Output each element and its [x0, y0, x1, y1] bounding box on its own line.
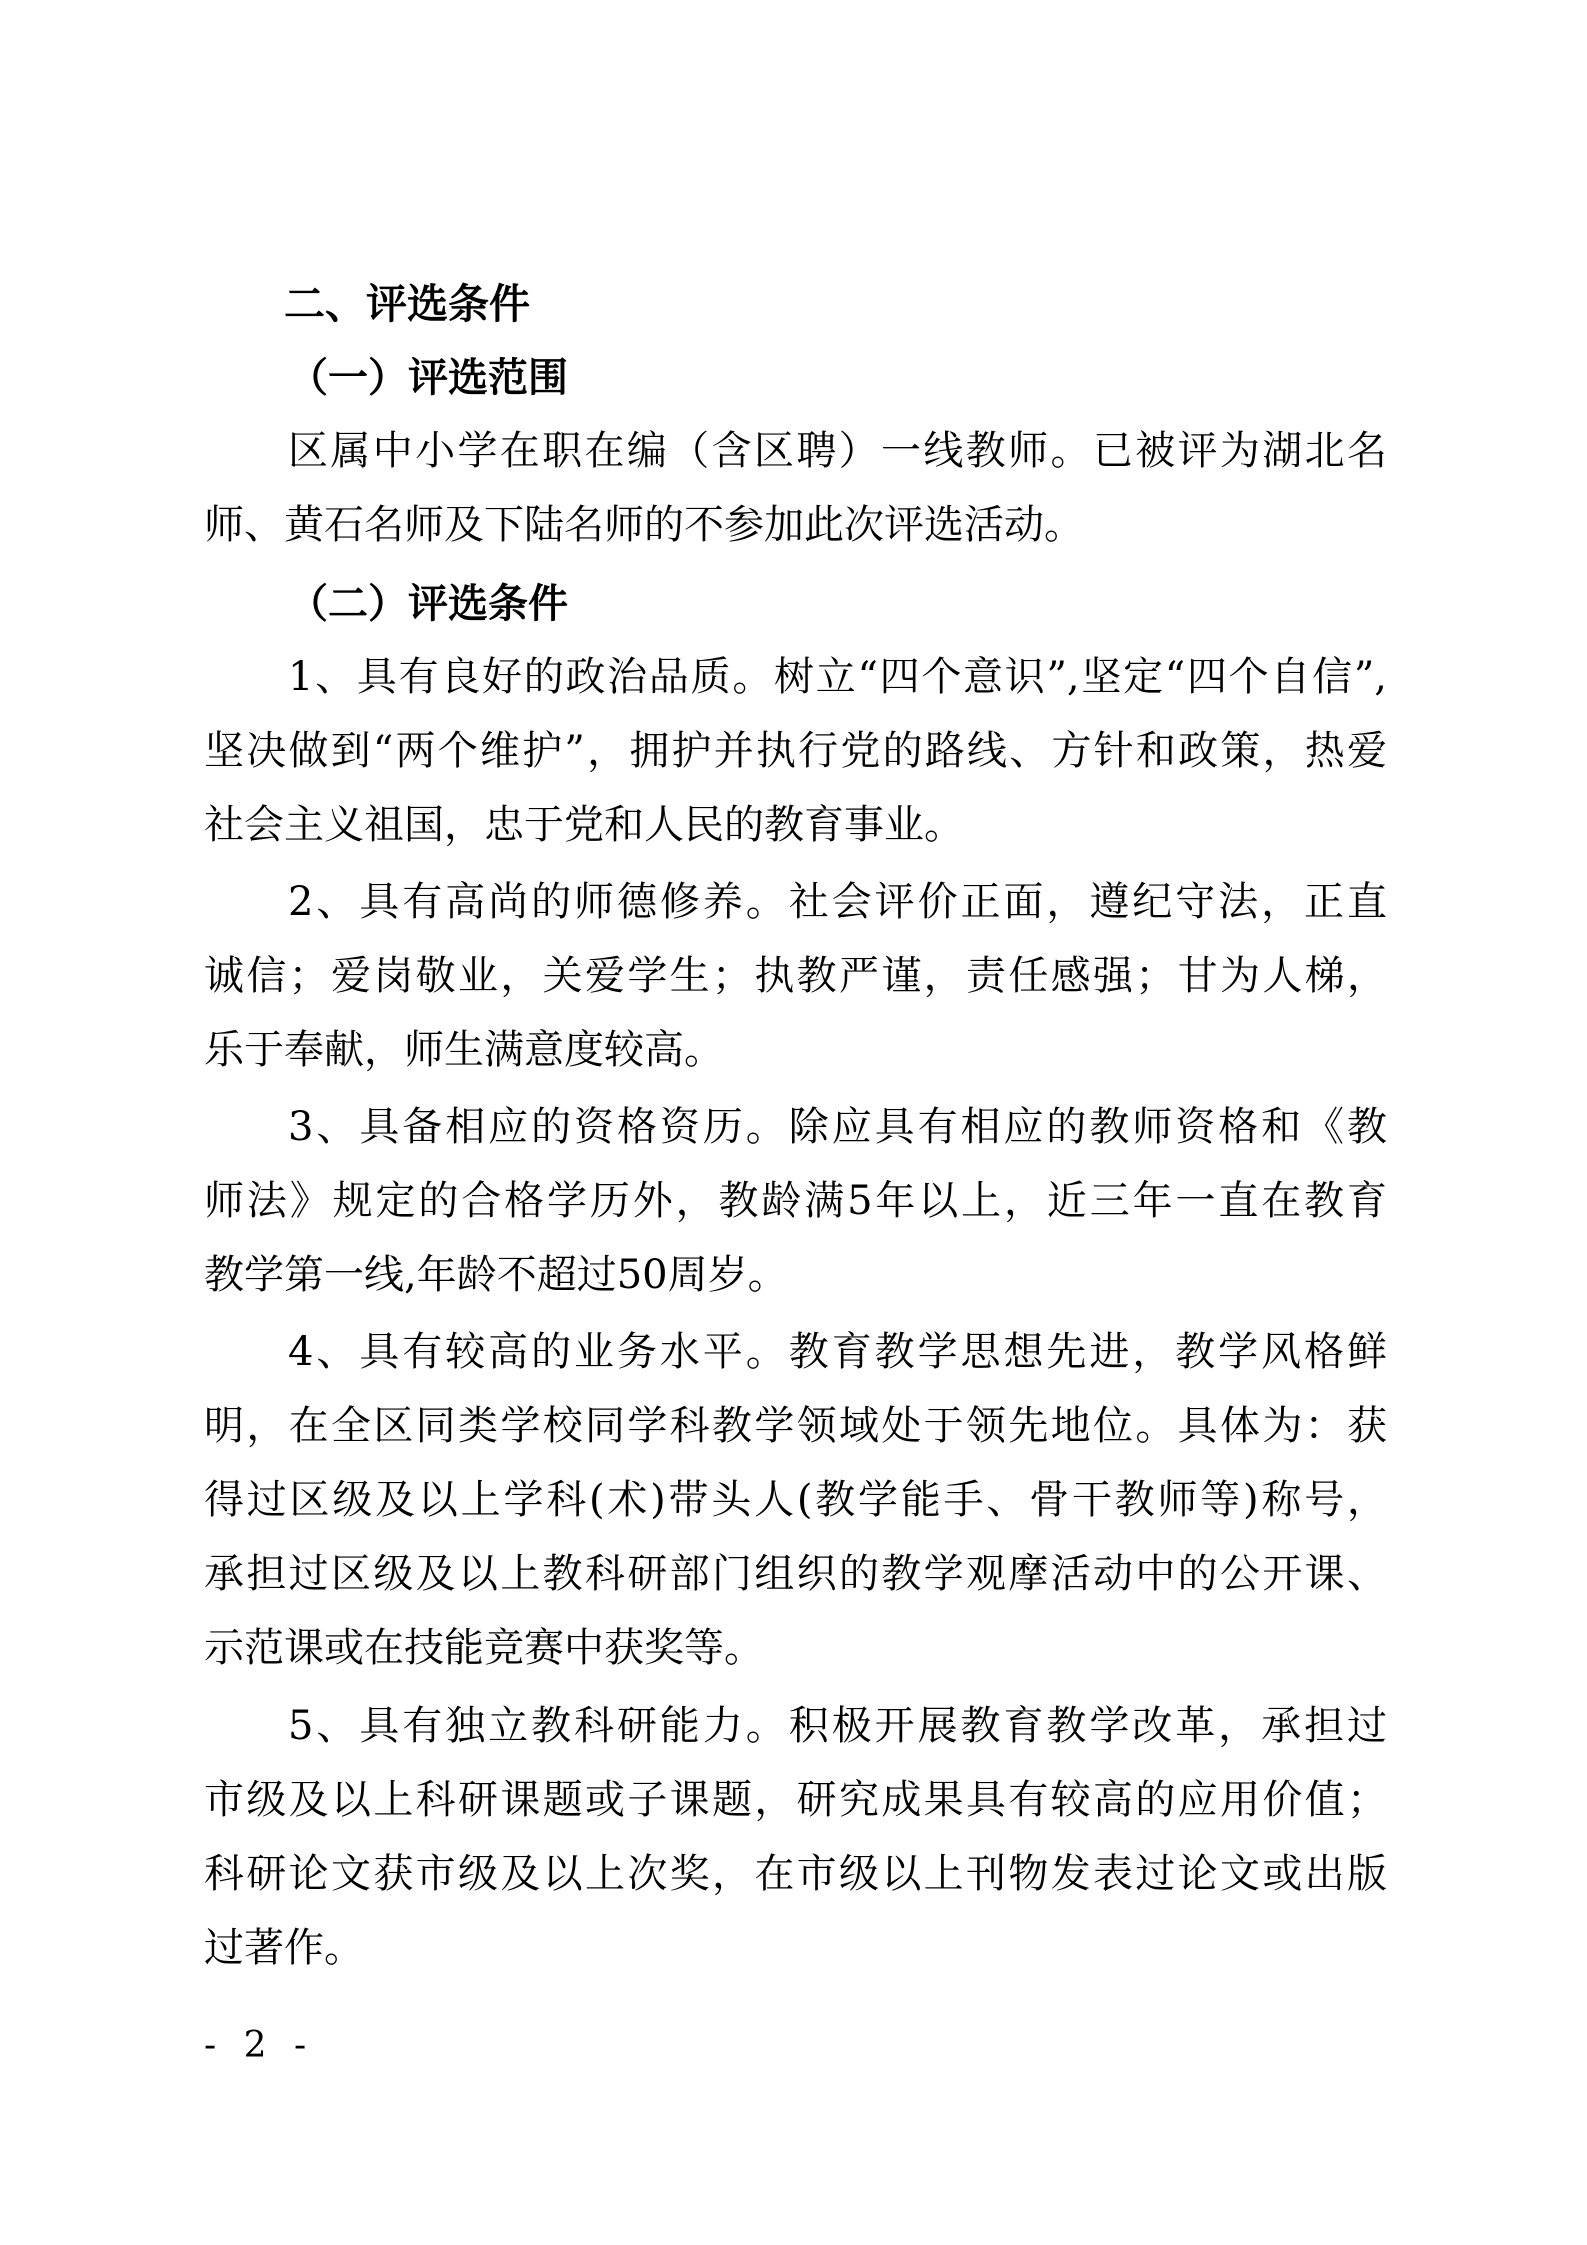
text-line: 5、具有独立教科研能力。积极开展教育教学改革，承担过 [288, 1703, 1387, 1749]
text-line: 诚信；爱岗敬业，关爱学生；执教严谨，责任感强；甘为人梯， [204, 953, 1387, 999]
text-line: 科研论文获市级及以上次奖，在市级以上刊物发表过论文或出版 [204, 1851, 1387, 1897]
text-line: 教学第一线,年龄不超过50周岁。 [204, 1252, 788, 1298]
text-line: 3、具备相应的资格资历。除应具有相应的教师资格和《教 [288, 1104, 1387, 1150]
text-line: 得过区级及以上学科(术)带头人(教学能手、骨干教师等)称号， [204, 1477, 1387, 1523]
text-line: 市级及以上科研课题或子课题，研究成果具有较高的应用价值； [204, 1777, 1387, 1823]
text-line: 区属中小学在职在编（含区聘）一线教师。已被评为湖北名 [288, 428, 1387, 474]
text-line: 承担过区级及以上教科研部门组织的教学观摩活动中的公开课、 [204, 1551, 1387, 1597]
scope-subheading: （一）评选范围 [288, 355, 568, 401]
text-line: 2、具有高尚的师德修养。社会评价正面，遵纪守法，正直 [288, 879, 1387, 925]
page-number: - 2 - [204, 2025, 315, 2066]
text-line: 乐于奉献，师生满意度较高。 [204, 1027, 724, 1073]
text-line: 明，在全区同类学校同学科教学领域处于领先地位。具体为：获 [204, 1403, 1387, 1449]
conditions-subheading: （二）评选条件 [288, 581, 568, 627]
text-line: 坚决做到“两个维护”，拥护并执行党的路线、方针和政策，热爱 [204, 728, 1387, 774]
text-line: 1、具有良好的政治品质。树立“四个意识”,坚定“四个自信”, [288, 654, 1387, 700]
text-line: 社会主义祖国，忠于党和人民的教育事业。 [204, 802, 964, 848]
text-line: 师、黄石名师及下陆名师的不参加此次评选活动。 [204, 502, 1084, 548]
text-line: 4、具有较高的业务水平。教育教学思想先进，教学风格鲜 [288, 1329, 1387, 1375]
document-page [204, 0, 1387, 2245]
text-line: 师法》规定的合格学历外，教龄满5年以上，近三年一直在教育 [204, 1178, 1387, 1224]
section-heading: 二、评选条件 [284, 280, 530, 328]
text-line: 示范课或在技能竞赛中获奖等。 [204, 1625, 764, 1671]
text-line: 过著作。 [204, 1925, 364, 1971]
